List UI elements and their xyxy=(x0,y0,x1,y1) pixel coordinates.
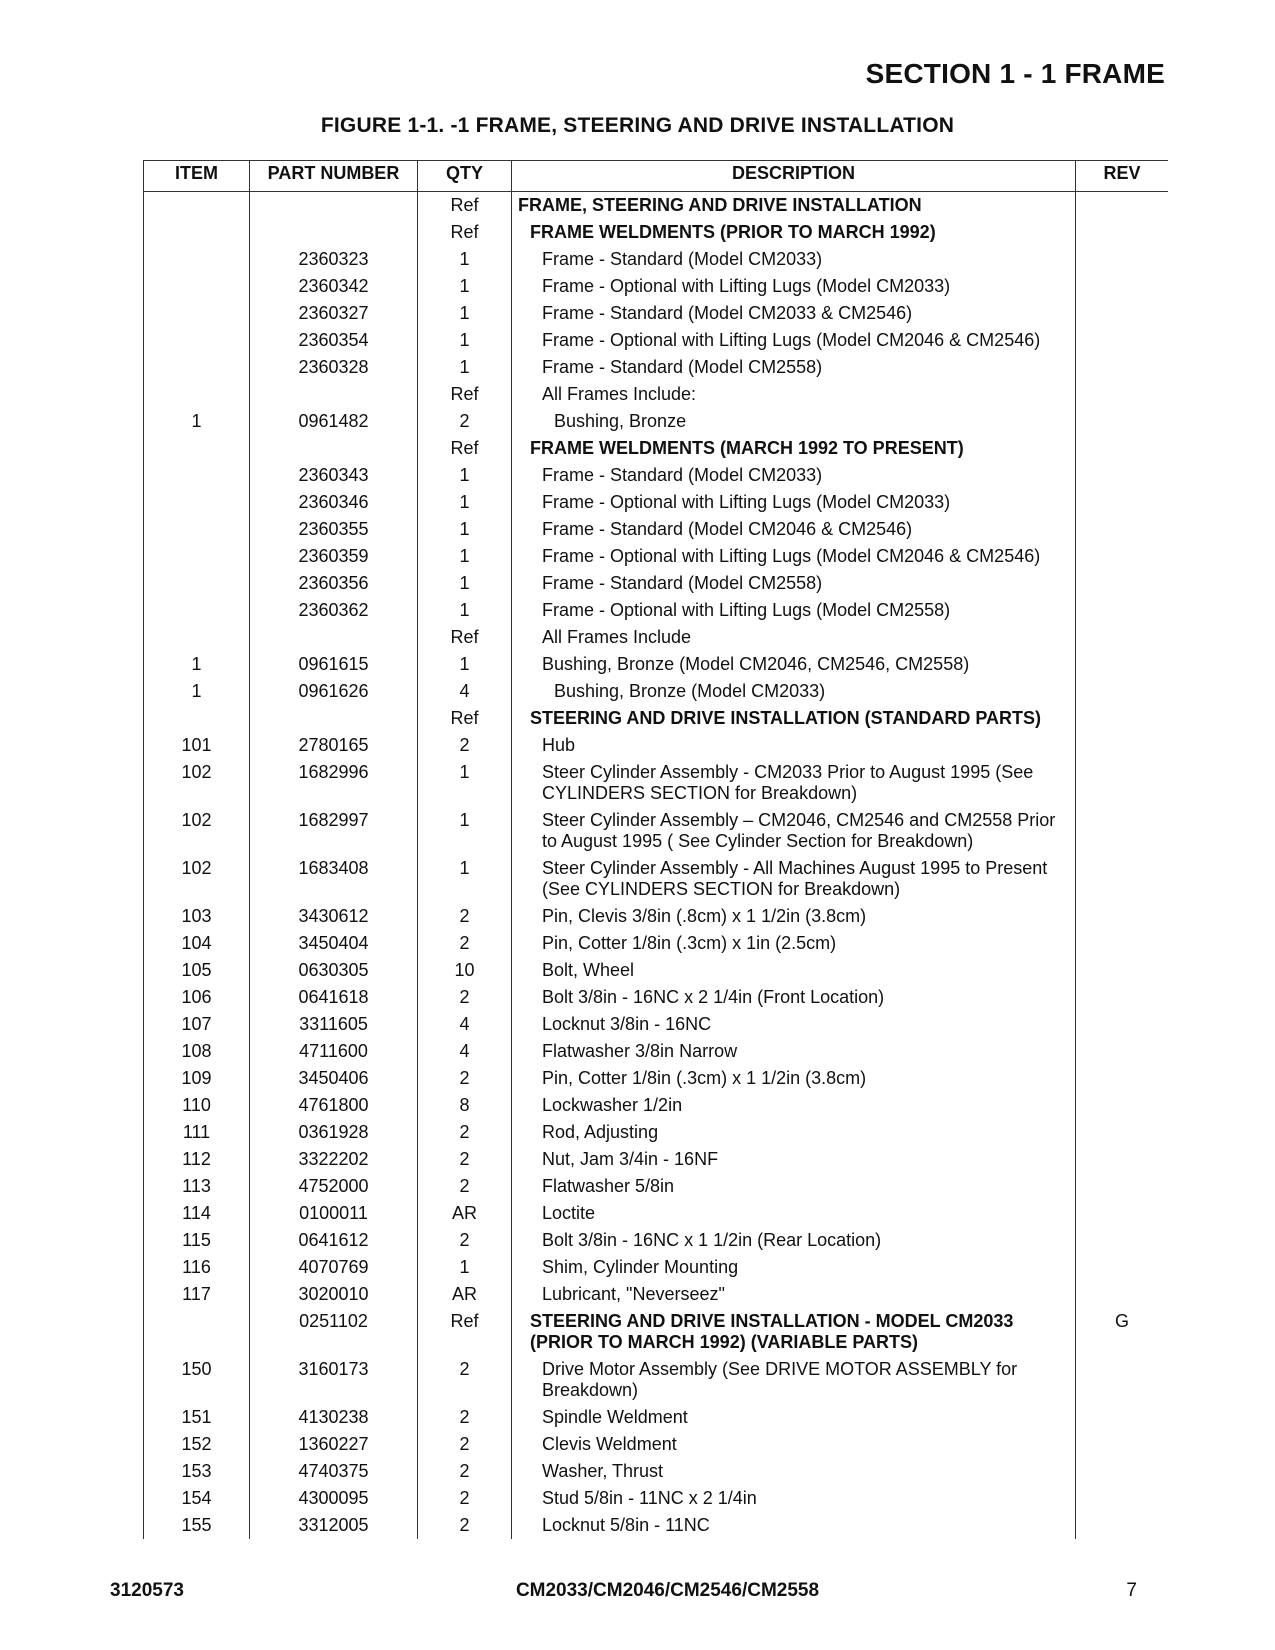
part-number-cell: 3430612 xyxy=(250,903,418,930)
qty-cell: 2 xyxy=(418,1119,512,1146)
part-number-cell: 3450404 xyxy=(250,930,418,957)
part-number-cell: 3160173 xyxy=(250,1356,418,1404)
description-cell: Pin, Cotter 1/8in (.3cm) x 1 1/2in (3.8cm) xyxy=(512,1065,1076,1092)
part-number-cell: 2360343 xyxy=(250,462,418,489)
part-number-cell: 4761800 xyxy=(250,1092,418,1119)
description-cell: Washer, Thrust xyxy=(512,1458,1076,1485)
part-number-cell: 0630305 xyxy=(250,957,418,984)
part-number-cell: 3322202 xyxy=(250,1146,418,1173)
qty-cell: 1 xyxy=(418,759,512,807)
rev-cell xyxy=(1076,327,1169,354)
table-row xyxy=(144,903,1169,930)
table-row xyxy=(144,732,1169,759)
rev-cell xyxy=(1076,1281,1169,1308)
rev-cell xyxy=(1076,678,1169,705)
footer-models: CM2033/CM2046/CM2546/CM2558 xyxy=(515,1580,820,1601)
part-number-cell: 4070769 xyxy=(250,1254,418,1281)
rev-cell xyxy=(1076,1119,1169,1146)
qty-cell: 2 xyxy=(418,1431,512,1458)
description-cell: Frame - Standard (Model CM2558) xyxy=(512,354,1076,381)
description-cell: Frame - Optional with Lifting Lugs (Model CM2046 & CM2546) xyxy=(512,327,1076,354)
table-row xyxy=(144,354,1169,381)
item-cell: 150 xyxy=(144,1356,250,1404)
part-number-cell: 4130238 xyxy=(250,1404,418,1431)
qty-cell: Ref xyxy=(418,219,512,246)
item-cell xyxy=(144,435,250,462)
qty-cell: 2 xyxy=(418,1065,512,1092)
part-number-cell: 0641612 xyxy=(250,1227,418,1254)
table-row xyxy=(144,462,1169,489)
qty-cell: 2 xyxy=(418,1173,512,1200)
rev-cell xyxy=(1076,1512,1169,1539)
rev-cell xyxy=(1076,705,1169,732)
item-cell: 103 xyxy=(144,903,250,930)
table-row xyxy=(144,1431,1169,1458)
description-cell: Pin, Clevis 3/8in (.8cm) x 1 1/2in (3.8cm) xyxy=(512,903,1076,930)
description-cell: Clevis Weldment xyxy=(512,1431,1076,1458)
qty-cell: 1 xyxy=(418,273,512,300)
table-row xyxy=(144,246,1169,273)
rev-cell xyxy=(1076,1146,1169,1173)
description-cell: Frame - Optional with Lifting Lugs (Model CM2558) xyxy=(512,597,1076,624)
description-cell: Nut, Jam 3/4in - 16NF xyxy=(512,1146,1076,1173)
part-number-cell: 2360328 xyxy=(250,354,418,381)
table-row xyxy=(144,192,1169,220)
item-cell: 109 xyxy=(144,1065,250,1092)
rev-cell xyxy=(1076,1254,1169,1281)
rev-cell xyxy=(1076,984,1169,1011)
rev-cell xyxy=(1076,1485,1169,1512)
part-number-cell: 3450406 xyxy=(250,1065,418,1092)
description-cell: STEERING AND DRIVE INSTALLATION - MODEL CM2033 (PRIOR TO MARCH 1992) (VARIABLE PARTS) xyxy=(512,1308,1076,1356)
qty-cell: 1 xyxy=(418,651,512,678)
item-cell: 155 xyxy=(144,1512,250,1539)
description-cell: Lockwasher 1/2in xyxy=(512,1092,1076,1119)
rev-cell xyxy=(1076,624,1169,651)
rev-cell xyxy=(1076,354,1169,381)
part-number-cell: 4752000 xyxy=(250,1173,418,1200)
table-row xyxy=(144,489,1169,516)
rev-cell xyxy=(1076,855,1169,903)
rev-cell xyxy=(1076,381,1169,408)
description-cell: FRAME, STEERING AND DRIVE INSTALLATION xyxy=(512,192,1076,220)
part-number-cell: 3311605 xyxy=(250,1011,418,1038)
item-cell: 102 xyxy=(144,855,250,903)
item-cell: 152 xyxy=(144,1431,250,1458)
rev-cell xyxy=(1076,1173,1169,1200)
table-row xyxy=(144,807,1169,855)
rev-cell: G xyxy=(1076,1308,1169,1356)
qty-cell: 1 xyxy=(418,597,512,624)
qty-cell: 1 xyxy=(418,489,512,516)
rev-cell xyxy=(1076,1404,1169,1431)
column-header-item: ITEM xyxy=(144,161,250,192)
qty-cell: 8 xyxy=(418,1092,512,1119)
part-number-cell xyxy=(250,624,418,651)
description-cell: Spindle Weldment xyxy=(512,1404,1076,1431)
part-number-cell xyxy=(250,192,418,220)
qty-cell: AR xyxy=(418,1281,512,1308)
description-cell: Bushing, Bronze xyxy=(512,408,1076,435)
description-cell: Pin, Cotter 1/8in (.3cm) x 1in (2.5cm) xyxy=(512,930,1076,957)
table-row xyxy=(144,1038,1169,1065)
qty-cell: 2 xyxy=(418,1485,512,1512)
item-cell xyxy=(144,1308,250,1356)
table-row xyxy=(144,1200,1169,1227)
part-number-cell: 2360356 xyxy=(250,570,418,597)
qty-cell: 2 xyxy=(418,1512,512,1539)
qty-cell: 1 xyxy=(418,246,512,273)
qty-cell: 4 xyxy=(418,678,512,705)
description-cell: Bolt 3/8in - 16NC x 2 1/4in (Front Location) xyxy=(512,984,1076,1011)
rev-cell xyxy=(1076,273,1169,300)
description-cell: Drive Motor Assembly (See DRIVE MOTOR ASSEMBLY for Breakdown) xyxy=(512,1356,1076,1404)
qty-cell: 1 xyxy=(418,516,512,543)
part-number-cell: 2360355 xyxy=(250,516,418,543)
rev-cell xyxy=(1076,219,1169,246)
description-cell: Flatwasher 3/8in Narrow xyxy=(512,1038,1076,1065)
part-number-cell: 4300095 xyxy=(250,1485,418,1512)
part-number-cell: 0251102 xyxy=(250,1308,418,1356)
table-row xyxy=(144,1227,1169,1254)
description-cell: Bolt 3/8in - 16NC x 1 1/2in (Rear Location) xyxy=(512,1227,1076,1254)
description-cell: STEERING AND DRIVE INSTALLATION (STANDARD PARTS) xyxy=(512,705,1076,732)
description-cell: Stud 5/8in - 11NC x 2 1/4in xyxy=(512,1485,1076,1512)
item-cell xyxy=(144,570,250,597)
item-cell xyxy=(144,597,250,624)
item-cell: 104 xyxy=(144,930,250,957)
part-number-cell: 0641618 xyxy=(250,984,418,1011)
item-cell: 112 xyxy=(144,1146,250,1173)
description-cell: Steer Cylinder Assembly – CM2046, CM2546 and CM2558 Prior to August 1995 ( See Cylinder Section for Breakdown) xyxy=(512,807,1076,855)
item-cell: 110 xyxy=(144,1092,250,1119)
item-cell xyxy=(144,516,250,543)
table-row xyxy=(144,273,1169,300)
item-cell xyxy=(144,354,250,381)
item-cell: 106 xyxy=(144,984,250,1011)
section-title: SECTION 1 - 1 FRAME xyxy=(865,58,1165,89)
table-row xyxy=(144,1512,1169,1539)
rev-cell xyxy=(1076,1011,1169,1038)
rev-cell xyxy=(1076,1092,1169,1119)
part-number-cell: 0961626 xyxy=(250,678,418,705)
rev-cell xyxy=(1076,462,1169,489)
footer-page-number: 7 xyxy=(1126,1580,1137,1601)
item-cell: 114 xyxy=(144,1200,250,1227)
part-number-cell: 2360342 xyxy=(250,273,418,300)
table-row xyxy=(144,381,1169,408)
qty-cell: 1 xyxy=(418,327,512,354)
table-row xyxy=(144,1308,1169,1356)
qty-cell: 2 xyxy=(418,1356,512,1404)
parts-table-body xyxy=(144,192,1169,1540)
part-number-cell xyxy=(250,435,418,462)
description-cell: All Frames Include: xyxy=(512,381,1076,408)
qty-cell: AR xyxy=(418,1200,512,1227)
item-cell: 101 xyxy=(144,732,250,759)
item-cell: 115 xyxy=(144,1227,250,1254)
qty-cell: 1 xyxy=(418,570,512,597)
item-cell: 1 xyxy=(144,651,250,678)
rev-cell xyxy=(1076,1200,1169,1227)
item-cell: 107 xyxy=(144,1011,250,1038)
description-cell: Frame - Standard (Model CM2046 & CM2546) xyxy=(512,516,1076,543)
part-number-cell: 2360327 xyxy=(250,300,418,327)
item-cell xyxy=(144,219,250,246)
rev-cell xyxy=(1076,651,1169,678)
item-cell xyxy=(144,300,250,327)
rev-cell xyxy=(1076,903,1169,930)
rev-cell xyxy=(1076,1038,1169,1065)
qty-cell: Ref xyxy=(418,381,512,408)
description-cell: Frame - Optional with Lifting Lugs (Model CM2033) xyxy=(512,273,1076,300)
part-number-cell: 2360354 xyxy=(250,327,418,354)
item-cell xyxy=(144,624,250,651)
qty-cell: 1 xyxy=(418,543,512,570)
rev-cell xyxy=(1076,543,1169,570)
item-cell xyxy=(144,489,250,516)
description-cell: All Frames Include xyxy=(512,624,1076,651)
parts-table-container xyxy=(143,160,1168,1558)
qty-cell: 4 xyxy=(418,1038,512,1065)
rev-cell xyxy=(1076,192,1169,220)
item-cell: 102 xyxy=(144,807,250,855)
description-cell: Locknut 5/8in - 11NC xyxy=(512,1512,1076,1539)
item-cell xyxy=(144,327,250,354)
parts-table-page xyxy=(143,160,1168,1558)
table-row xyxy=(144,1146,1169,1173)
qty-cell: 2 xyxy=(418,984,512,1011)
part-number-cell: 1683408 xyxy=(250,855,418,903)
qty-cell: 2 xyxy=(418,1227,512,1254)
rev-cell xyxy=(1076,1431,1169,1458)
rev-cell xyxy=(1076,759,1169,807)
description-cell: Bolt, Wheel xyxy=(512,957,1076,984)
table-row xyxy=(144,327,1169,354)
part-number-cell xyxy=(250,705,418,732)
part-number-cell: 2360346 xyxy=(250,489,418,516)
part-number-cell: 2360323 xyxy=(250,246,418,273)
qty-cell: Ref xyxy=(418,705,512,732)
item-cell xyxy=(144,273,250,300)
part-number-cell xyxy=(250,381,418,408)
item-cell: 113 xyxy=(144,1173,250,1200)
part-number-cell: 0361928 xyxy=(250,1119,418,1146)
description-cell: Shim, Cylinder Mounting xyxy=(512,1254,1076,1281)
rev-cell xyxy=(1076,1227,1169,1254)
description-cell: FRAME WELDMENTS (PRIOR TO MARCH 1992) xyxy=(512,219,1076,246)
part-number-cell xyxy=(250,219,418,246)
table-row xyxy=(144,984,1169,1011)
description-cell: Frame - Standard (Model CM2033) xyxy=(512,462,1076,489)
item-cell xyxy=(144,462,250,489)
qty-cell: 1 xyxy=(418,300,512,327)
table-row xyxy=(144,1281,1169,1308)
column-header-part-number: PART NUMBER xyxy=(250,161,418,192)
description-cell: Steer Cylinder Assembly - All Machines August 1995 to Present (See CYLINDERS SECTION for Breakdown) xyxy=(512,855,1076,903)
description-cell: Flatwasher 5/8in xyxy=(512,1173,1076,1200)
table-row xyxy=(144,624,1169,651)
table-row xyxy=(144,705,1169,732)
table-row xyxy=(144,597,1169,624)
part-number-cell: 2780165 xyxy=(250,732,418,759)
description-cell: Frame - Standard (Model CM2033 & CM2546) xyxy=(512,300,1076,327)
rev-cell xyxy=(1076,246,1169,273)
item-cell: 154 xyxy=(144,1485,250,1512)
rev-cell xyxy=(1076,597,1169,624)
item-cell: 102 xyxy=(144,759,250,807)
table-row xyxy=(144,1356,1169,1404)
table-row xyxy=(144,516,1169,543)
item-cell: 111 xyxy=(144,1119,250,1146)
footer-doc-number: 3120573 xyxy=(110,1580,184,1601)
qty-cell: 1 xyxy=(418,462,512,489)
item-cell: 151 xyxy=(144,1404,250,1431)
description-cell: Frame - Optional with Lifting Lugs (Model CM2046 & CM2546) xyxy=(512,543,1076,570)
table-row xyxy=(144,435,1169,462)
part-number-cell: 4711600 xyxy=(250,1038,418,1065)
rev-cell xyxy=(1076,408,1169,435)
item-cell xyxy=(144,246,250,273)
description-cell: Loctite xyxy=(512,1200,1076,1227)
table-row xyxy=(144,759,1169,807)
part-number-cell: 2360362 xyxy=(250,597,418,624)
item-cell: 1 xyxy=(144,408,250,435)
item-cell xyxy=(144,543,250,570)
qty-cell: Ref xyxy=(418,624,512,651)
part-number-cell: 1360227 xyxy=(250,1431,418,1458)
rev-cell xyxy=(1076,930,1169,957)
qty-cell: 10 xyxy=(418,957,512,984)
qty-cell: 2 xyxy=(418,930,512,957)
rev-cell xyxy=(1076,1458,1169,1485)
item-cell xyxy=(144,705,250,732)
table-row xyxy=(144,1404,1169,1431)
rev-cell xyxy=(1076,732,1169,759)
table-row xyxy=(144,1485,1169,1512)
qty-cell: 1 xyxy=(418,807,512,855)
qty-cell: 2 xyxy=(418,1458,512,1485)
table-row xyxy=(144,1458,1169,1485)
parts-table xyxy=(143,160,1168,1539)
rev-cell xyxy=(1076,807,1169,855)
column-header-qty: QTY xyxy=(418,161,512,192)
table-row xyxy=(144,1092,1169,1119)
description-cell: Locknut 3/8in - 16NC xyxy=(512,1011,1076,1038)
qty-cell: 2 xyxy=(418,732,512,759)
figure-title: FIGURE 1-1. -1 FRAME, STEERING AND DRIVE INSTALLATION xyxy=(320,114,955,137)
rev-cell xyxy=(1076,516,1169,543)
item-cell: 1 xyxy=(144,678,250,705)
rev-cell xyxy=(1076,489,1169,516)
description-cell: Bushing, Bronze (Model CM2033) xyxy=(512,678,1076,705)
part-number-cell: 0961482 xyxy=(250,408,418,435)
table-row xyxy=(144,1173,1169,1200)
table-header-row xyxy=(144,161,1169,192)
description-cell: FRAME WELDMENTS (MARCH 1992 TO PRESENT) xyxy=(512,435,1076,462)
description-cell: Frame - Optional with Lifting Lugs (Model CM2033) xyxy=(512,489,1076,516)
qty-cell: 1 xyxy=(418,855,512,903)
item-cell: 105 xyxy=(144,957,250,984)
item-cell: 117 xyxy=(144,1281,250,1308)
part-number-cell: 2360359 xyxy=(250,543,418,570)
qty-cell: 2 xyxy=(418,1146,512,1173)
table-row xyxy=(144,1011,1169,1038)
table-row xyxy=(144,219,1169,246)
item-cell xyxy=(144,192,250,220)
table-row xyxy=(144,930,1169,957)
part-number-cell: 0961615 xyxy=(250,651,418,678)
description-cell: Lubricant, "Neverseez" xyxy=(512,1281,1076,1308)
qty-cell: Ref xyxy=(418,435,512,462)
rev-cell xyxy=(1076,570,1169,597)
table-row xyxy=(144,300,1169,327)
table-row xyxy=(144,651,1169,678)
part-number-cell: 1682997 xyxy=(250,807,418,855)
rev-cell xyxy=(1076,1065,1169,1092)
description-cell: Bushing, Bronze (Model CM2046, CM2546, CM2558) xyxy=(512,651,1076,678)
rev-cell xyxy=(1076,957,1169,984)
part-number-cell: 0100011 xyxy=(250,1200,418,1227)
table-row xyxy=(144,1254,1169,1281)
table-row xyxy=(144,408,1169,435)
table-row xyxy=(144,678,1169,705)
qty-cell: Ref xyxy=(418,1308,512,1356)
part-number-cell: 1682996 xyxy=(250,759,418,807)
part-number-cell: 4740375 xyxy=(250,1458,418,1485)
description-cell: Hub xyxy=(512,732,1076,759)
part-number-cell: 3312005 xyxy=(250,1512,418,1539)
rev-cell xyxy=(1076,435,1169,462)
qty-cell: 1 xyxy=(418,354,512,381)
table-row xyxy=(144,957,1169,984)
description-cell: Frame - Standard (Model CM2033) xyxy=(512,246,1076,273)
table-row xyxy=(144,543,1169,570)
description-cell: Rod, Adjusting xyxy=(512,1119,1076,1146)
table-row xyxy=(144,1119,1169,1146)
table-row xyxy=(144,855,1169,903)
qty-cell: 2 xyxy=(418,1404,512,1431)
item-cell: 108 xyxy=(144,1038,250,1065)
item-cell xyxy=(144,381,250,408)
item-cell: 153 xyxy=(144,1458,250,1485)
qty-cell: 2 xyxy=(418,408,512,435)
column-header-rev: REV xyxy=(1076,161,1169,192)
part-number-cell: 3020010 xyxy=(250,1281,418,1308)
description-cell: Frame - Standard (Model CM2558) xyxy=(512,570,1076,597)
qty-cell: Ref xyxy=(418,192,512,220)
table-row xyxy=(144,1065,1169,1092)
qty-cell: 4 xyxy=(418,1011,512,1038)
column-header-description: DESCRIPTION xyxy=(512,161,1076,192)
item-cell: 116 xyxy=(144,1254,250,1281)
table-row xyxy=(144,570,1169,597)
rev-cell xyxy=(1076,300,1169,327)
description-cell: Steer Cylinder Assembly - CM2033 Prior to August 1995 (See CYLINDERS SECTION for Breakdown) xyxy=(512,759,1076,807)
rev-cell xyxy=(1076,1356,1169,1404)
qty-cell: 2 xyxy=(418,903,512,930)
qty-cell: 1 xyxy=(418,1254,512,1281)
